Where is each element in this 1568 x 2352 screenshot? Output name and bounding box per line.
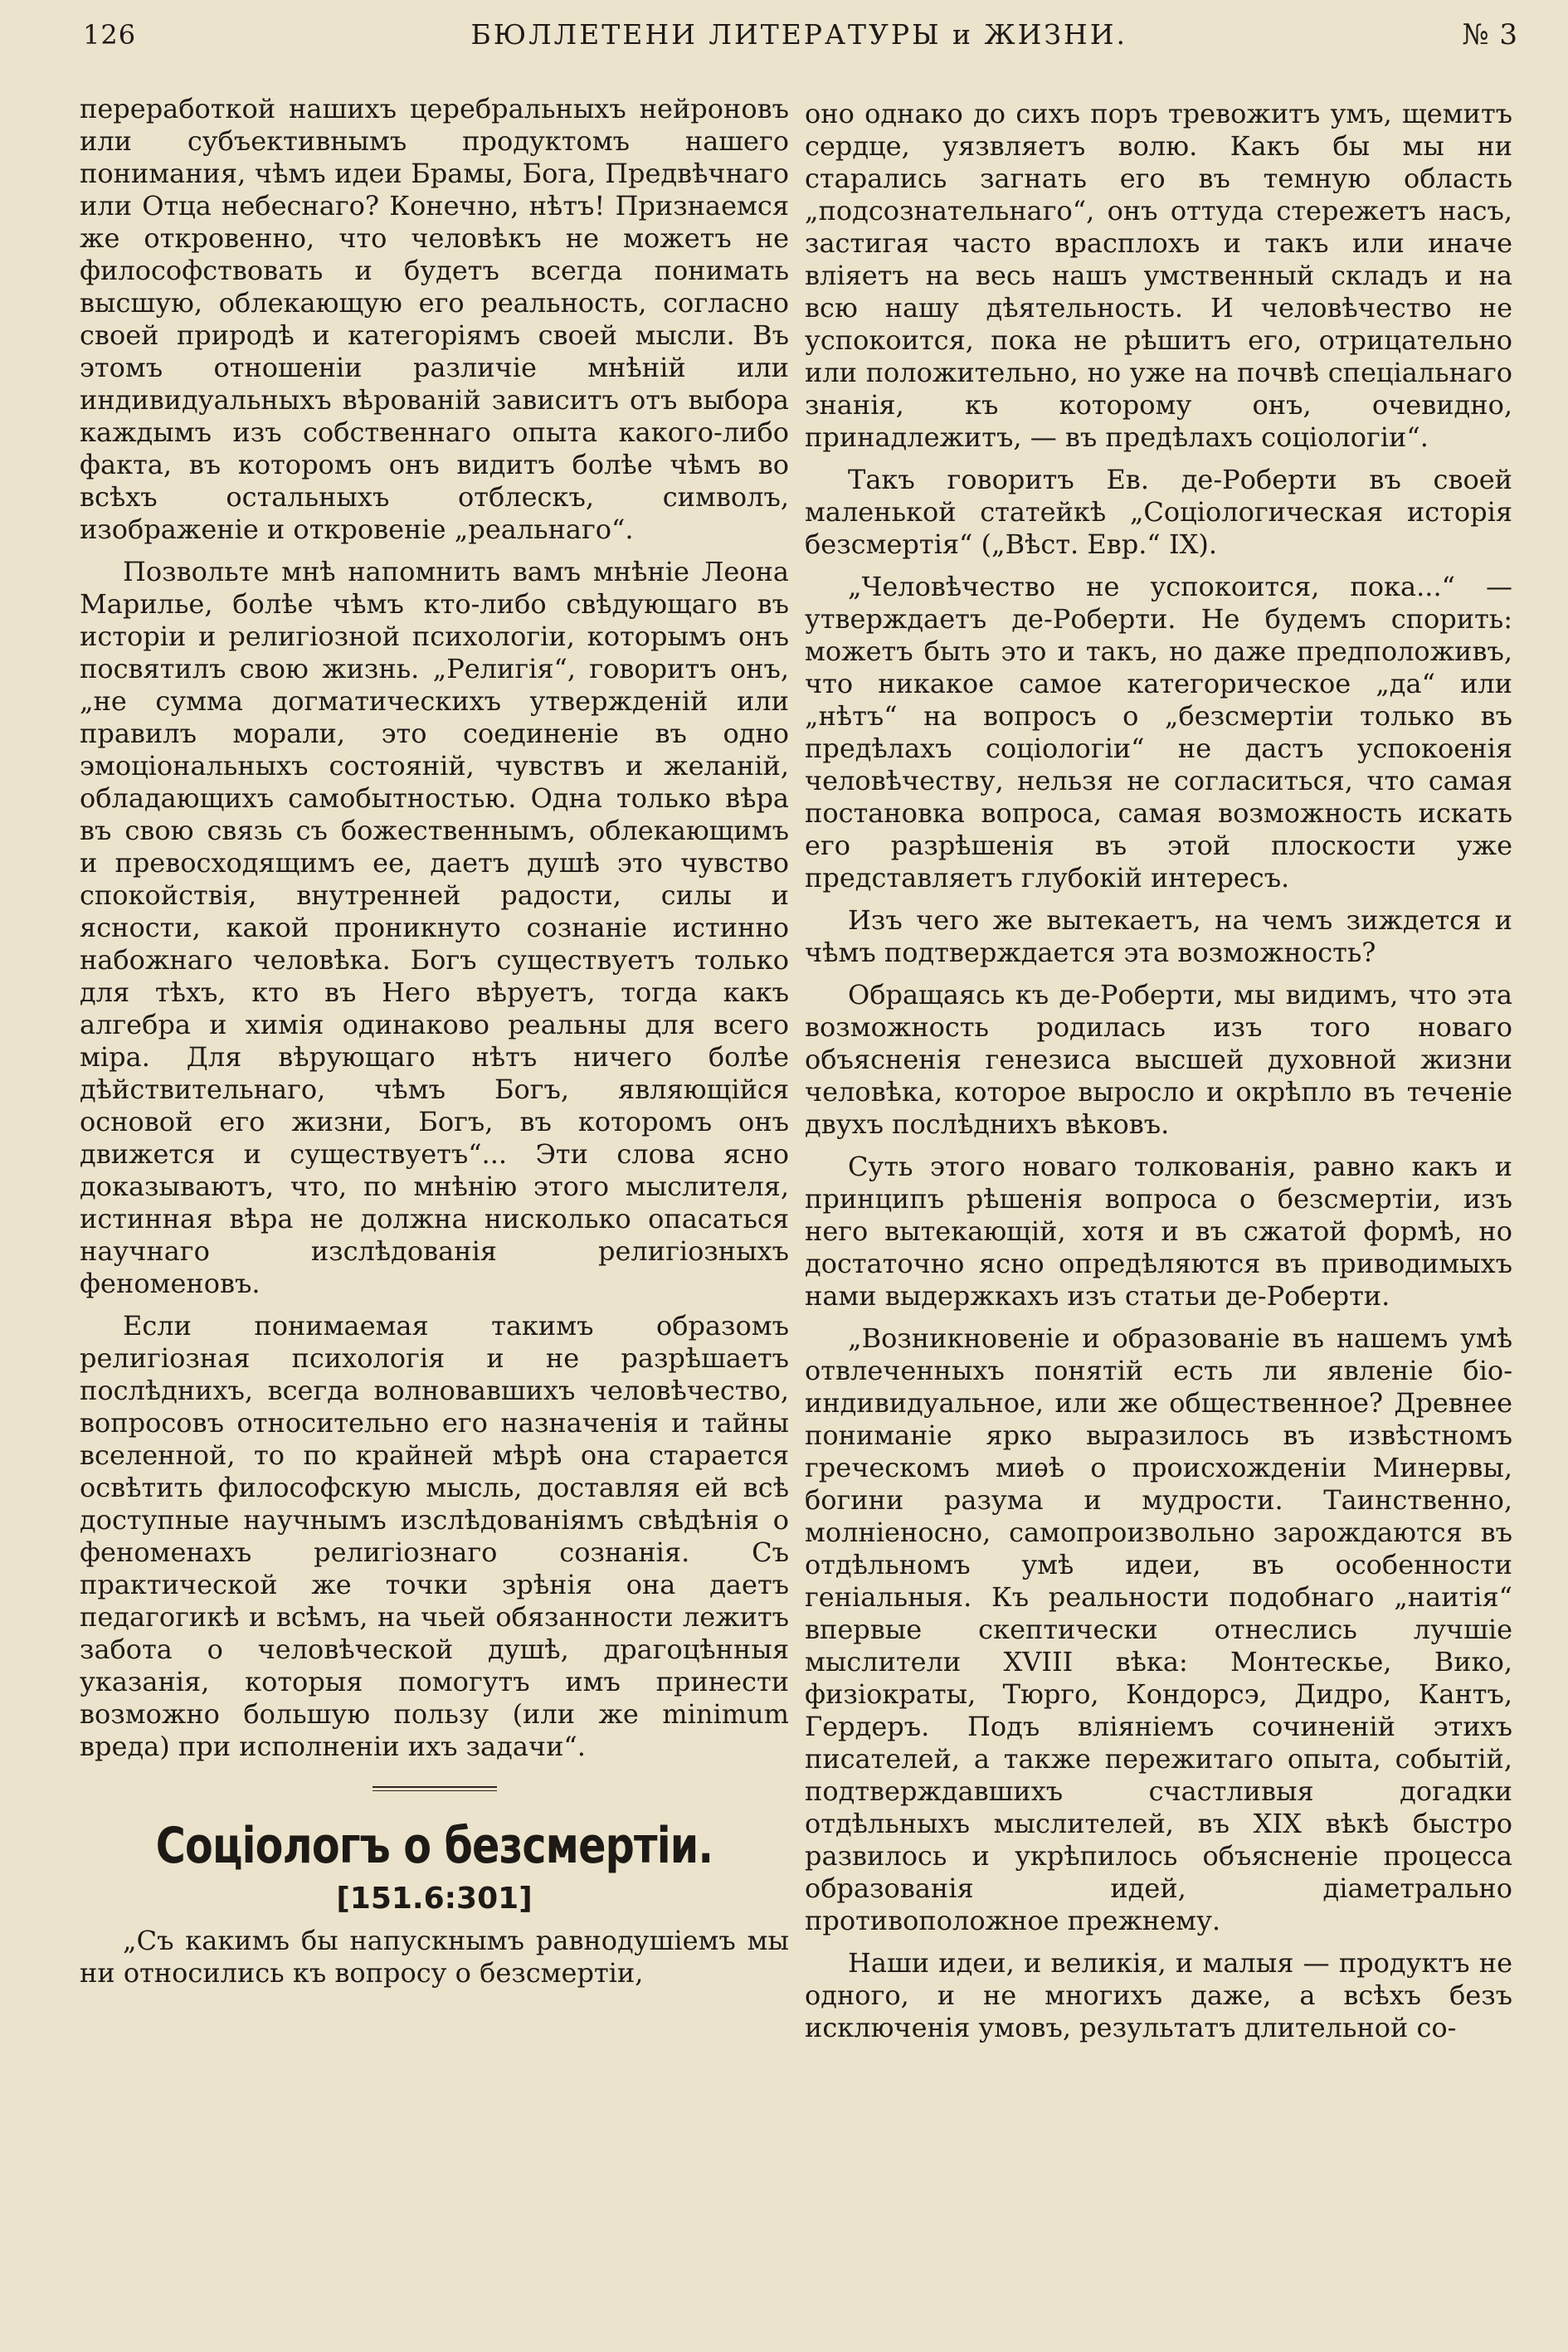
- journal-title: БЮЛЛЕТЕНИ ЛИТЕРАТУРЫ и ЖИЗНИ.: [470, 18, 1127, 51]
- paragraph: Суть этого новаго толкованія, равно какъ и принципъ рѣшенія вопроса о безсмертіи, изъ него вытекающій, хотя и въ сжатой формѣ, но достаточно ясно опредѣляются въ приводимыхъ нами выдержкахъ изъ статьи де-Роберти.: [805, 1151, 1512, 1312]
- right-column: [805, 98, 1512, 2054]
- paragraph: Наши идеи, и великія, и малыя — продуктъ не одного, и не многихъ даже, а всѣхъ безъ исключенія умовъ, результатъ длительной со-: [805, 1947, 1512, 2043]
- paragraph: Если понимаемая такимъ образомъ религіозная психологія и не разрѣшаетъ послѣднихъ, всегда волновавшихъ человѣчество, вопросовъ относительно его назначенія и тайны вселенной, то по крайней мѣрѣ она старается освѣтить философскую мысль, доставляя ей всѣ доступные научнымъ изслѣдованіямъ свѣдѣнія о феноменахъ религіознаго сознанія. Съ практической же точки зрѣнія она даетъ педагогикѣ и всѣмъ, на чьей обязанности лежитъ забота о человѣческой душѣ, драгоцѣнныя указанія, которыя помогутъ имъ принести возможно большую пользу (или же minimum вреда) при исполненіи ихъ задачи“.: [80, 1310, 789, 1762]
- paragraph: Позвольте мнѣ напомнить вамъ мнѣніе Леона Марилье, болѣе чѣмъ кто-либо свѣдующаго въ исторіи и религіозной психологіи, которымъ онъ посвятилъ свою жизнь. „Религія“, говоритъ онъ, „не сумма догматическихъ утвержденій или правилъ морали, это соединеніе въ одно эмоціональныхъ состояній, чувствъ и желаній, обладающихъ самобытностью. Одна только вѣра въ свою связь съ божественнымъ, облекающимъ и превосходящимъ ее, даетъ душѣ это чувство спокойствія, внутренней радости, силы и ясности, какой проникнуто сознаніе истинно набожнаго человѣка. Богъ существуетъ только для тѣхъ, кто въ Него вѣруетъ, тогда какъ алгебра и химія одинаково реальны для всего міра. Для вѣрующаго нѣтъ ничего болѣе дѣйствительнаго, чѣмъ Богъ, являющійся основой его жизни, Богъ, въ которомъ онъ движется и существуетъ“... Эти слова ясно доказываютъ, что, по мнѣнію этого мыслителя, истинная вѣра не должна нисколько опасаться научнаго изслѣдованія религіозныхъ феноменовъ.: [80, 556, 789, 1299]
- section-classification-code: [151.6:301]: [336, 1882, 533, 1916]
- issue-number: № 3: [1462, 18, 1518, 51]
- paragraph: „Человѣчество не успокоится, пока...“ — утверждаетъ де-Роберти. Не будемъ спорить: можетъ быть это и такъ, но даже предположивъ, что никакое самое категорическое „да“ или „нѣтъ“ на вопросъ о „безсмертіи только въ предѣлахъ соціологіи“ не дастъ успокоенія человѣчеству, нельзя не согласиться, что самая постановка вопроса, самая возможность искать его разрѣшенія въ этой плоскости уже представляетъ глубокій интересъ.: [805, 571, 1512, 894]
- paragraph: Такъ говоритъ Ев. де-Роберти въ своей маленькой статейкѣ „Соціологическая исторія безсмертія“ („Вѣст. Евр.“ IX).: [805, 464, 1512, 560]
- paragraph: переработкой нашихъ церебральныхъ нейроновъ или субъективнымъ продуктомъ нашего понимания, чѣмъ идеи Брамы, Бога, Предвѣчнаго или Отца небеснаго? Конечно, нѣтъ! Признаемся же откровенно, что человѣкъ не можетъ не философствовать и будетъ всегда понимать высшую, облекающую его реальность, согласно своей природѣ и категоріямъ своей мысли. Въ этомъ отношеніи различіе мнѣній или индивидуальныхъ вѣрованій зависитъ отъ выбора каждымъ изъ собственнаго опыта какого-либо факта, въ которомъ онъ видитъ болѣе чѣмъ во всѣхъ остальныхъ отблескъ, символъ, изображеніе и откровеніе „реальнаго“.: [80, 93, 789, 545]
- running-head: [83, 18, 1518, 68]
- paragraph: Изъ чего же вытекаетъ, на чемъ зиждется и чѣмъ подтверждается эта возможность?: [805, 904, 1512, 968]
- paragraph: „Возникновеніе и образованіе въ нашемъ умѣ отвлеченныхъ понятій есть ли явленіе біо-индивидуальное, или же общественное? Древнее пониманіе ярко выразилось въ извѣстномъ греческомъ миѳѣ о происхожденіи Минервы, богини разума и мудрости. Таинственно, молніеносно, самопроизвольно зарождаются въ отдѣльномъ умѣ идеи, въ особенности геніальныя. Къ реальности подобнаго „наитія“ впервые скептически отнеслись лучшіе мыслители XVIII вѣка: Монтескье, Вико, физіократы, Тюрго, Кондорсэ, Дидро, Кантъ, Гердеръ. Подъ вліяніемъ сочиненій этихъ писателей, а также пережитаго опыта, событій, подтверждавшихъ счастливыя догадки отдѣльныхъ мыслителей, въ XIX вѣкѣ быстро развилось и укрѣпилось объясненіе процесса образованія идей, діаметрально противоположное прежнему.: [805, 1322, 1512, 1936]
- section-divider: [373, 1786, 497, 1791]
- paragraph: „Съ какимъ бы напускнымъ равнодушіемъ мы ни относились къ вопросу о безсмертіи,: [80, 1925, 789, 1989]
- left-column: [80, 93, 789, 1999]
- paragraph: Обращаясь къ де-Роберти, мы видимъ, что эта возможность родилась изъ того новаго объясненія генезиса высшей духовной жизни человѣка, которое выросло и окрѣпло въ теченіе двухъ послѣднихъ вѣковъ.: [805, 979, 1512, 1140]
- section-title: Соціологъ о безсмертіи.: [155, 1817, 713, 1875]
- paragraph: оно однако до сихъ поръ тревожитъ умъ, щемитъ сердце, уязвляетъ волю. Какъ бы мы ни старались загнать его въ темную область „подсознательнаго“, онъ оттуда стережетъ насъ, застигая часто врасплохъ и такъ или иначе вліяетъ на весь нашъ умственный складъ и на всю нашу дѣятельность. И человѣчество не успокоится, пока не рѣшитъ его, отрицательно или положительно, но уже на почвѣ спеціальнаго знанія, къ которому онъ, очевидно, принадлежитъ, — въ предѣлахъ соціологіи“.: [805, 98, 1512, 453]
- page-number: 126: [83, 19, 137, 51]
